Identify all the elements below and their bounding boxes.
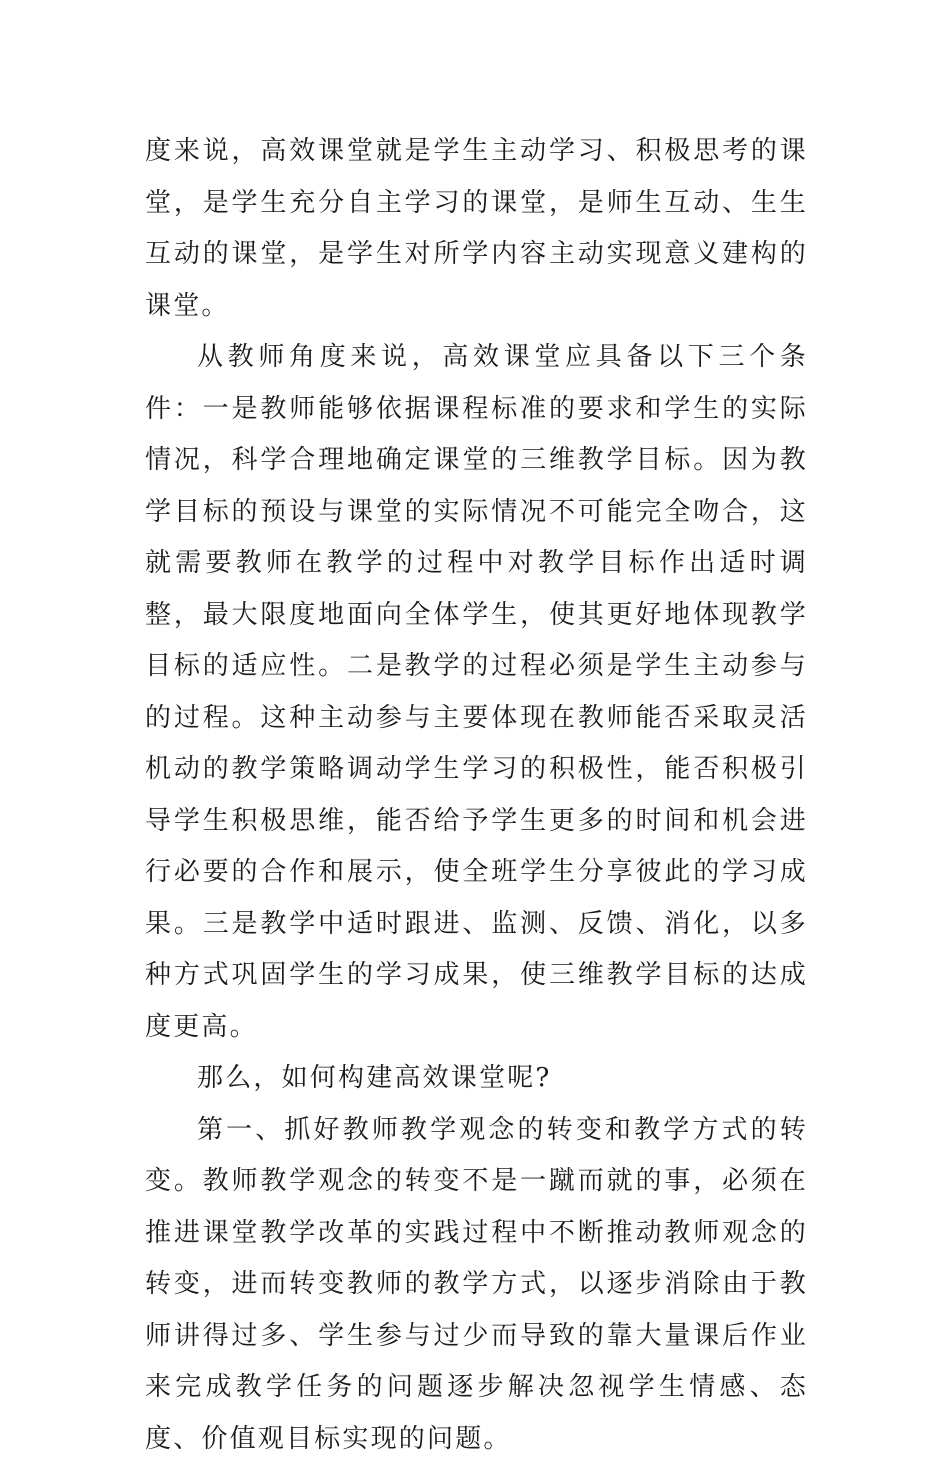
paragraph-first-point: 第一、抓好教师教学观念的转变和教学方式的转变。教师教学观念的转变不是一蹴而就的事，必须在推进课堂教学改革的实践过程中不断推动教师观念的转变，进而转变教师的教学方式，以逐步消除由于教师讲得过多、学生参与过少而导致的靠大量课后作业来完成教学任务的问题逐步解决忽视学生情感、态度、价值观目标实现的问题。 <box>145 1105 808 1465</box>
document-body <box>145 126 808 1465</box>
paragraph-teacher-perspective: 从教师角度来说，高效课堂应具备以下三个条件：一是教师能够依据课程标准的要求和学生的实际情况，科学合理地确定课堂的三维教学目标。因为教学目标的预设与课堂的实际情况不可能完全吻合，这就需要教师在教学的过程中对教学目标作出适时调整，最大限度地面向全体学生，使其更好地体现教学目标的适应性。二是教学的过程必须是学生主动参与的过程。这种主动参与主要体现在教师能否采取灵活机动的教学策略调动学生学习的积极性，能否积极引导学生积极思维，能否给予学生更多的时间和机会进行必要的合作和展示，使全班学生分享彼此的学习成果。三是教学中适时跟进、监测、反馈、消化，以多种方式巩固学生的学习成果，使三维教学目标的达成度更高。 <box>145 332 808 1053</box>
paragraph-question: 那么，如何构建高效课堂呢? <box>145 1053 808 1105</box>
paragraph-continuation: 度来说，高效课堂就是学生主动学习、积极思考的课堂，是学生充分自主学习的课堂，是师生互动、生生互动的课堂，是学生对所学内容主动实现意义建构的课堂。 <box>145 126 808 332</box>
